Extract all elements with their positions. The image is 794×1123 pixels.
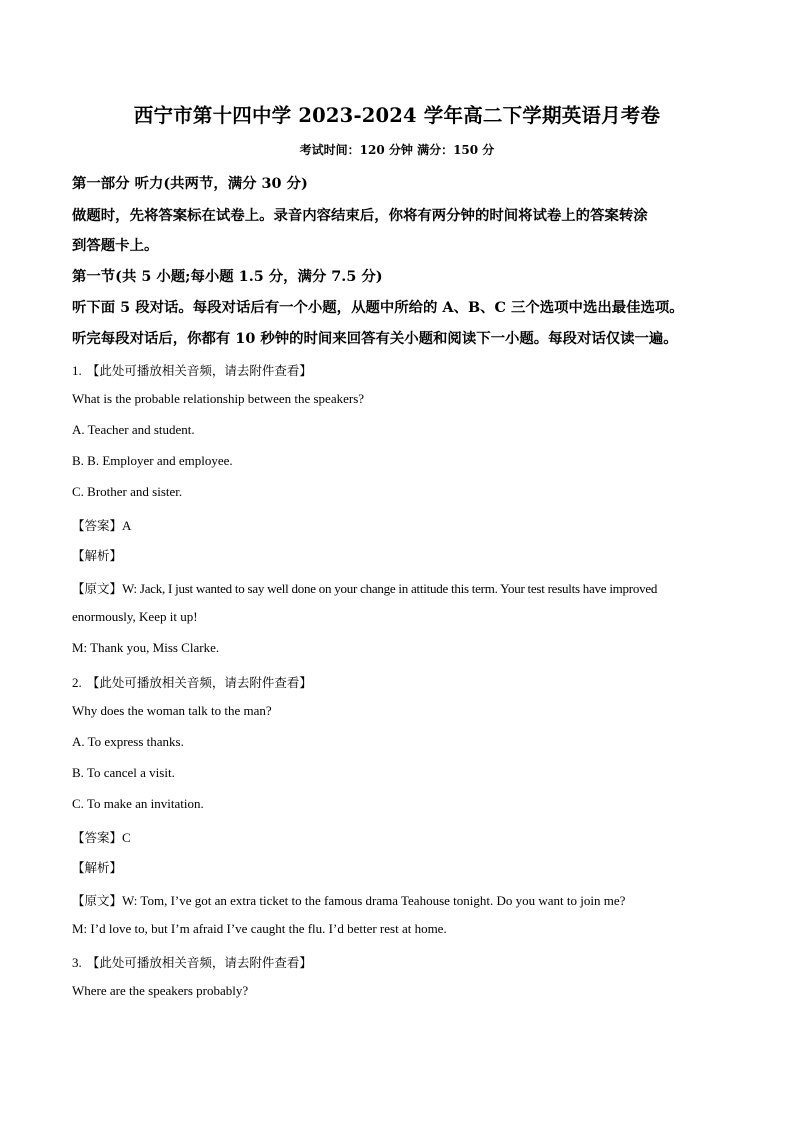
answer-value: A (122, 518, 132, 533)
instruction-line-1: 做题时，先将答案标在试卷上。录音内容结束后，你将有两分钟的时间将试卷上的答案转涂 (72, 207, 648, 224)
transcript-line (72, 578, 657, 597)
option-a: A. To express thanks. (72, 734, 184, 749)
page-title: 西宁市第十四中学 2023-2024 学年高二下学期英语月考卷 (133, 104, 661, 127)
question-number: 1. (72, 363, 82, 378)
option-a: A. Teacher and student. (72, 422, 195, 437)
analysis-label: 【解析】 (72, 860, 123, 875)
question-header (72, 672, 312, 691)
section-heading: 第一节(共 5 小题;每小题 1.5 分，满分 7.5 分) (72, 268, 383, 285)
transcript-text: M: I’d love to, but I’m afraid I’ve caught the flu. I’d better rest at home. (72, 921, 447, 936)
question-number: 2. (72, 675, 82, 690)
option-c: C. Brother and sister. (72, 484, 183, 499)
answer-line (72, 515, 131, 534)
answer-line (72, 827, 131, 846)
question-text: What is the probable relationship between the speakers? (72, 391, 365, 406)
part-heading: 第一部分 听力(共两节，满分 30 分) (72, 175, 308, 192)
answer-label: 【答案】 (72, 830, 123, 845)
option-b: B. B. Employer and employee. (72, 453, 233, 468)
transcript-label: 【原文】 (72, 581, 123, 596)
answer-label: 【答案】 (72, 518, 123, 533)
transcript-text: M: Thank you, Miss Clarke. (72, 640, 220, 655)
question-header (72, 952, 312, 971)
audio-note[interactable]: 【此处可播放相关音频，请去附件查看】 (86, 675, 312, 690)
question-text: Why does the woman talk to the man? (72, 703, 272, 718)
transcript-text: enormously, Keep it up! (72, 609, 198, 624)
section-instruction-1: 听下面 5 段对话。每段对话后有一个小题，从题中所给的 A、B、C 三个选项中选出最佳选项。 (72, 299, 684, 316)
question-header (72, 360, 312, 379)
transcript-text: W: Tom, I’ve got an extra ticket to the famous drama Teahouse tonight. Do you want to join me? (122, 893, 626, 908)
option-b: B. To cancel a visit. (72, 765, 175, 780)
transcript-line (72, 890, 625, 909)
instruction-line-2: 到答题卡上。 (72, 237, 159, 254)
exam-meta: 考试时间：120 分钟 满分：150 分 (299, 143, 495, 157)
audio-note[interactable]: 【此处可播放相关音频，请去附件查看】 (86, 363, 312, 378)
question-text: Where are the speakers probably? (72, 983, 249, 998)
transcript-text: W: Jack, I just wanted to say well done on your change in attitude this term. Your test results have improved (122, 581, 658, 596)
question-number: 3. (72, 955, 82, 970)
audio-note[interactable]: 【此处可播放相关音频，请去附件查看】 (86, 955, 312, 970)
option-c: C. To make an invitation. (72, 796, 204, 811)
section-instruction-2: 听完每段对话后，你都有 10 秒钟的时间来回答有关小题和阅读下一小题。每段对话仅读一遍。 (72, 330, 678, 347)
analysis-label: 【解析】 (72, 548, 123, 563)
transcript-label: 【原文】 (72, 893, 123, 908)
answer-value: C (122, 830, 131, 845)
